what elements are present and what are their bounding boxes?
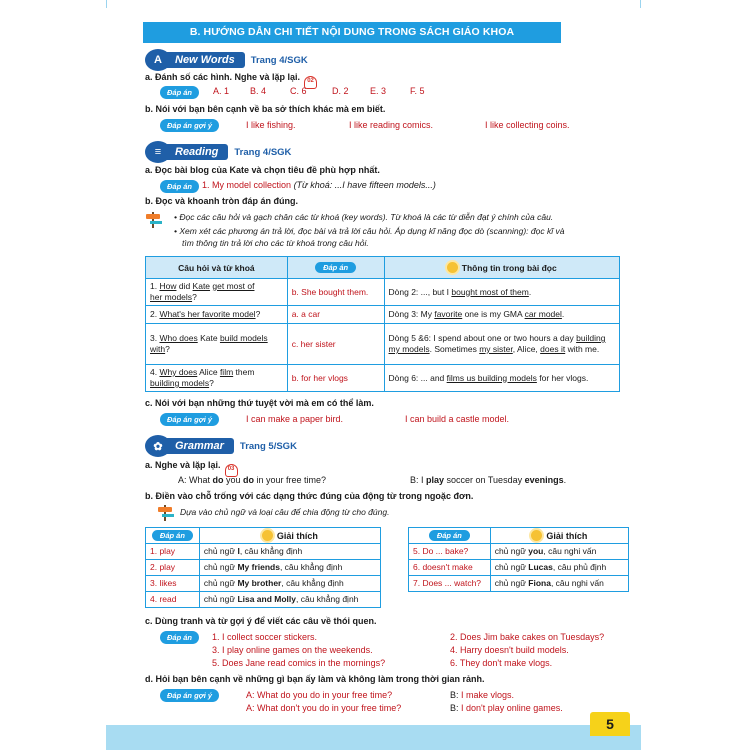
table-row: 5. Do ... bake? chủ ngữ you, câu nghi vấn bbox=[409, 544, 629, 560]
table-row: 3. Who does Kate build models with? c. her sister Dòng 5 &6: I spend about one or two hours a day building my models. Sometimes my sister, Alice, does it with me. bbox=[146, 324, 620, 365]
signpost-icon bbox=[158, 505, 172, 521]
table-row: 2. play chủ ngữ My friends, câu khẳng định bbox=[146, 560, 381, 576]
table-row: 6. doesn't make chủ ngữ Lucas, câu phủ định bbox=[409, 560, 629, 576]
rd-c-answer-1: I can make a paper bird. bbox=[246, 414, 344, 424]
grammar-header bbox=[145, 435, 297, 457]
abc-icon: A bbox=[145, 49, 171, 71]
table-row: 4. Why does Alice film them building models? b. for her vlogs Dòng 6: ... and films us building models for her vlogs. bbox=[146, 365, 620, 392]
reading-header bbox=[145, 141, 291, 163]
new-words-header bbox=[145, 49, 308, 71]
reading-title: Reading bbox=[163, 144, 228, 160]
gr-question-b: b. Điền vào chỗ trống với các dạng thức đúng của động từ trong ngoặc đơn. bbox=[145, 491, 474, 501]
nw-a-answer-2: B. 4 bbox=[250, 86, 267, 96]
rd-a-answer: 1. My model collection (Từ khoá: ...I have fifteen models...) bbox=[202, 180, 436, 190]
table-row: 4. read chủ ngữ Lisa and Molly, câu khẳng định bbox=[146, 592, 381, 608]
gr-a-line-2: B: I play soccer on Tuesday evenings. bbox=[410, 475, 567, 485]
gr-c-answer-5: 5. Does Jane read comics in the mornings? bbox=[212, 658, 386, 668]
gears-icon: ✿ bbox=[145, 435, 171, 457]
rd-question-b: b. Đọc và khoanh tròn đáp án đúng. bbox=[145, 196, 299, 206]
suggested-answer-badge: Đáp án gợi ý bbox=[160, 413, 219, 426]
reading-table bbox=[145, 256, 620, 392]
table-row: 1. play chủ ngữ I, câu khẳng định bbox=[146, 544, 381, 560]
nw-question-b: b. Nói với bạn bên cạnh về ba sở thích khác mà em biết. bbox=[145, 104, 386, 114]
table-row: 3. likes chủ ngữ My brother, câu khẳng định bbox=[146, 576, 381, 592]
lightbulb-icon bbox=[531, 530, 542, 541]
suggested-answer-badge: Đáp án gợi ý bbox=[160, 119, 219, 132]
gr-question-d: d. Hỏi bạn bên cạnh về những gì bạn ấy làm và không làm trong thời gian rảnh. bbox=[145, 674, 485, 684]
grammar-page-ref: Trang 5/SGK bbox=[239, 440, 297, 452]
gr-b-tip: Dựa vào chủ ngữ và loại câu để chia động từ cho đúng. bbox=[180, 507, 390, 517]
headphones-icon[interactable]: 03 bbox=[225, 464, 238, 477]
rd-tip-2: • Xem xét các phương án trả lời, đọc bài và trả lời câu hỏi. Áp dụng kĩ năng đọc dò (scanning): đọc kĩ và bbox=[174, 226, 565, 236]
page-number: 5 bbox=[590, 712, 630, 736]
gr-d-a-1: A: What do you do in your free time? bbox=[246, 690, 393, 700]
table-header-row bbox=[146, 257, 620, 279]
lightbulb-icon bbox=[262, 530, 273, 541]
nw-a-answer-1: A. 1 bbox=[213, 86, 230, 96]
gr-question-c: c. Dùng tranh và từ gợi ý để viết các câu về thói quen. bbox=[145, 616, 377, 626]
rd-question-a: a. Đọc bài blog của Kate và chọn tiêu đề phù hợp nhất. bbox=[145, 165, 380, 175]
answer-badge: Đáp án bbox=[160, 631, 199, 644]
gr-d-b-1: B: I make vlogs. bbox=[450, 690, 515, 700]
nw-a-answer-5: E. 3 bbox=[370, 86, 387, 96]
nw-question-a: a. Đánh số các hình. Nghe và lặp lại. 02 bbox=[145, 72, 317, 89]
gr-c-answer-1: 1. I collect soccer stickers. bbox=[212, 632, 318, 642]
section-banner: B. HƯỚNG DẪN CHI TIẾT NỘI DUNG TRONG SÁCH GIÁO KHOA bbox=[143, 22, 561, 43]
rd-c-answer-2: I can build a castle model. bbox=[405, 414, 510, 424]
table-row: 2. What's her favorite model? a. a car Dòng 3: My favorite one is my GMA car model. bbox=[146, 306, 620, 324]
col-answer: Đáp án bbox=[287, 257, 384, 279]
nw-a-answer-3: C. 6 bbox=[290, 86, 307, 96]
gr-d-a-2: A: What don't you do in your free time? bbox=[246, 703, 402, 713]
grammar-table-left: Đáp án Giải thích 1. play chủ ngữ I, câu khẳng định 2. play chủ ngữ My friends, câu khẳng định 3. likes chủ ngữ My brother, câu khẳng định 4. read chủ ngữ Lisa and Molly, câu khẳng định bbox=[145, 527, 381, 608]
table-row: 1. How did Kate get most of her models? b. She bought them. Dòng 2: ..., but I bought most of them. bbox=[146, 279, 620, 306]
page-trim-marks bbox=[106, 0, 641, 8]
gr-question-a: a. Nghe và lặp lại. 03 bbox=[145, 460, 238, 477]
rd-tip-1: • Đọc các câu hỏi và gạch chân các từ khoá (key words). Từ khoá là các từ diễn đạt ý chính của câu. bbox=[174, 212, 554, 222]
signpost-icon bbox=[146, 212, 160, 228]
gr-c-answer-6: 6. They don't make vlogs. bbox=[450, 658, 553, 668]
rd-question-c: c. Nói với bạn những thứ tuyệt vời mà em có thể làm. bbox=[145, 398, 374, 408]
gr-d-b-2: B: I don't play online games. bbox=[450, 703, 563, 713]
reading-page-ref: Trang 4/SGK bbox=[234, 146, 292, 158]
footer-band bbox=[106, 725, 641, 750]
grammar-title: Grammar bbox=[163, 438, 234, 454]
gr-c-answer-3: 3. I play online games on the weekends. bbox=[212, 645, 373, 655]
col-info: Thông tin trong bài đọc bbox=[384, 257, 619, 279]
gr-a-line-1: A: What do you do in your free time? bbox=[178, 475, 327, 485]
nw-a-answer-6: F. 5 bbox=[410, 86, 425, 96]
lightbulb-icon bbox=[447, 262, 458, 273]
nw-b-answer-3: I like collecting coins. bbox=[485, 120, 570, 130]
new-words-title: New Words bbox=[163, 52, 245, 68]
rd-tip-3: tìm thông tin trả lời cho các từ khoá trong câu hỏi. bbox=[182, 238, 369, 248]
new-words-page-ref: Trang 4/SGK bbox=[250, 54, 308, 66]
answer-badge: Đáp án bbox=[160, 86, 199, 99]
gr-c-answer-2: 2. Does Jim bake cakes on Tuesdays? bbox=[450, 632, 605, 642]
nw-b-answer-1: I like fishing. bbox=[246, 120, 296, 130]
book-icon: ≡ bbox=[145, 141, 171, 163]
suggested-answer-badge: Đáp án gợi ý bbox=[160, 689, 219, 702]
nw-b-answer-2: I like reading comics. bbox=[349, 120, 434, 130]
col-question: Câu hỏi và từ khoá bbox=[146, 257, 288, 279]
headphones-icon[interactable]: 02 bbox=[304, 76, 317, 89]
gr-c-answer-4: 4. Harry doesn't build models. bbox=[450, 645, 569, 655]
nw-a-answer-4: D. 2 bbox=[332, 86, 349, 96]
answer-badge: Đáp án bbox=[160, 180, 199, 193]
grammar-table-right: Đáp án Giải thích 5. Do ... bake? chủ ngữ you, câu nghi vấn 6. doesn't make chủ ngữ Lucas, câu phủ định 7. Does ... watch? chủ ngữ Fiona, câu nghi vấn bbox=[408, 527, 629, 592]
table-row: 7. Does ... watch? chủ ngữ Fiona, câu nghi vấn bbox=[409, 576, 629, 592]
